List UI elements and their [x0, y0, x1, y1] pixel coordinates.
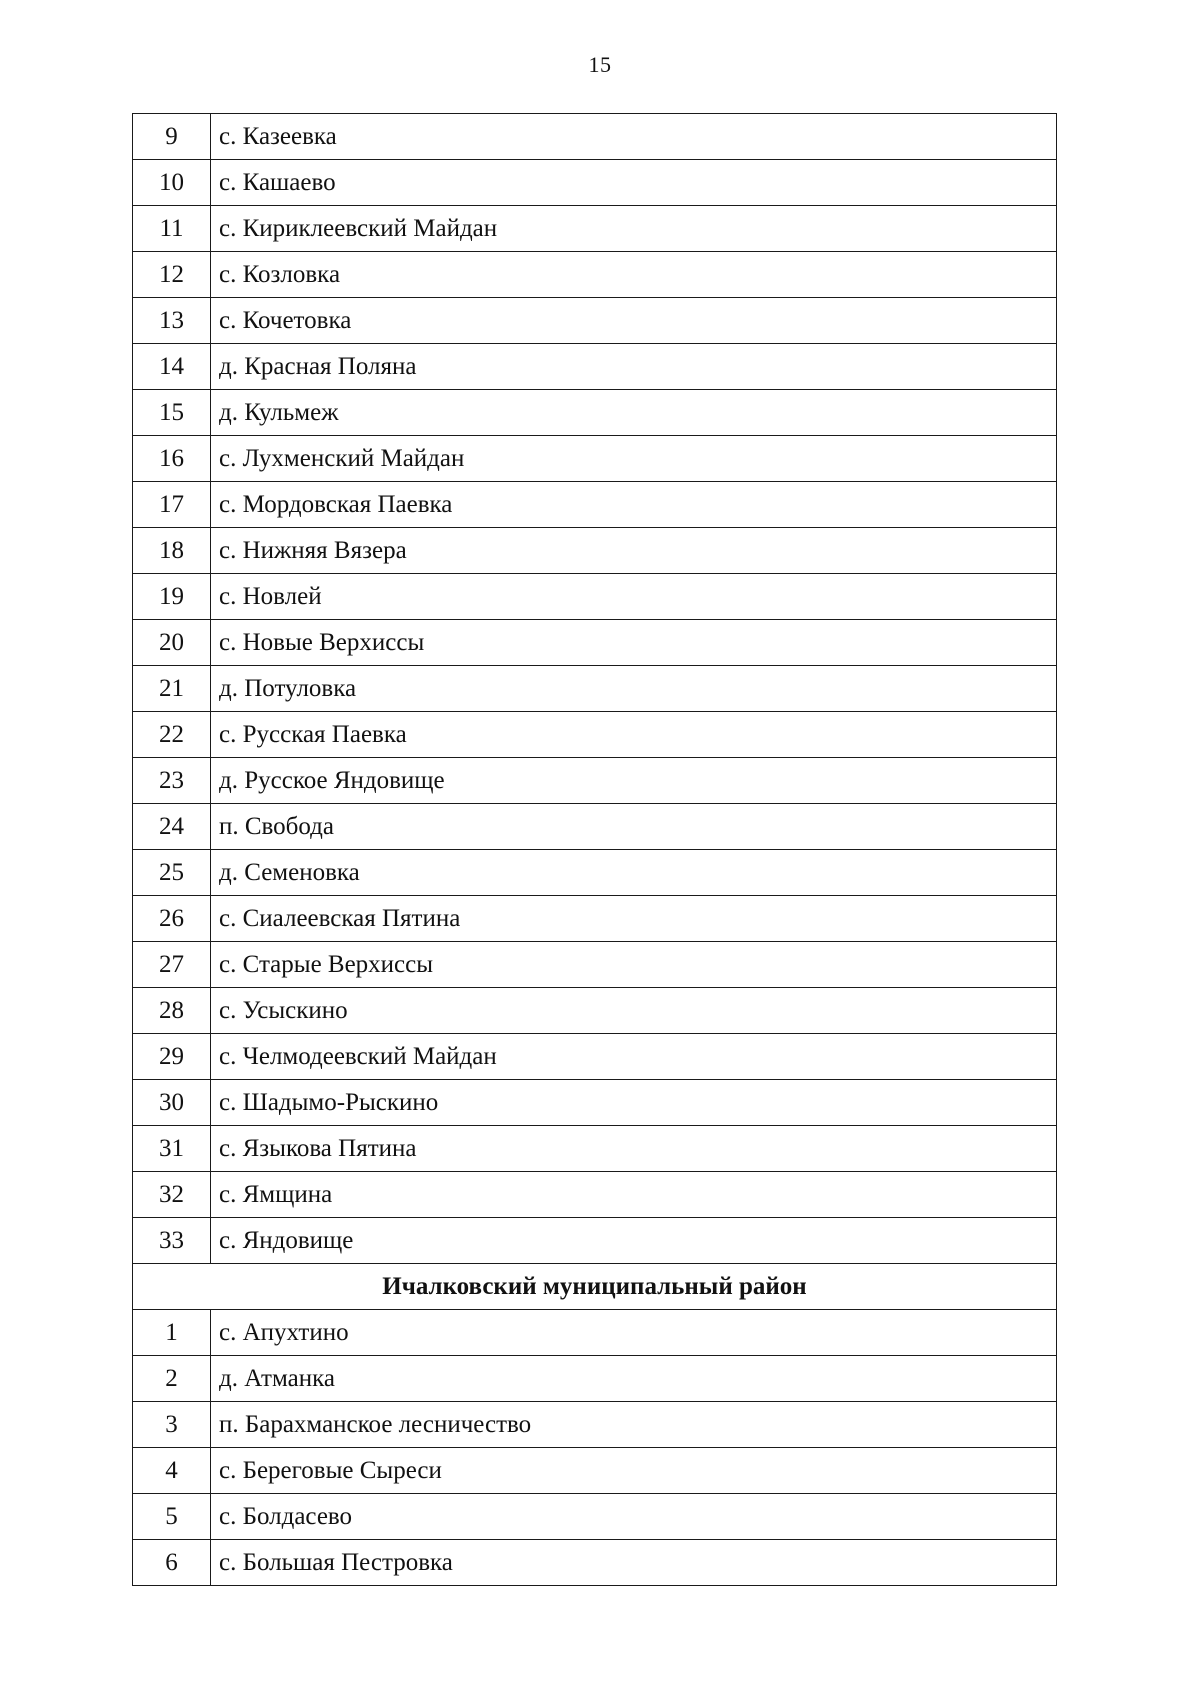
row-number: 12: [133, 252, 211, 298]
settlement-name: д. Красная Поляна: [211, 344, 1057, 390]
settlement-name: д. Семеновка: [211, 850, 1057, 896]
row-number: 19: [133, 574, 211, 620]
row-number: 29: [133, 1034, 211, 1080]
row-number: 20: [133, 620, 211, 666]
table-row: [133, 1172, 1057, 1218]
settlement-name: с. Казеевка: [211, 114, 1057, 160]
table-row: [133, 1034, 1057, 1080]
table-row: [133, 252, 1057, 298]
settlement-name: с. Яндовище: [211, 1218, 1057, 1264]
row-number: 21: [133, 666, 211, 712]
table-row: [133, 1402, 1057, 1448]
row-number: 24: [133, 804, 211, 850]
settlement-name: с. Челмодеевский Майдан: [211, 1034, 1057, 1080]
row-number: 25: [133, 850, 211, 896]
section-title: Ичалковский муниципальный район: [133, 1264, 1057, 1310]
settlement-name: с. Болдасево: [211, 1494, 1057, 1540]
table-row: [133, 666, 1057, 712]
row-number: 33: [133, 1218, 211, 1264]
table-row: [133, 206, 1057, 252]
settlement-name: с. Апухтино: [211, 1310, 1057, 1356]
table-row: [133, 528, 1057, 574]
table-row: [133, 160, 1057, 206]
row-number: 22: [133, 712, 211, 758]
row-number: 1: [133, 1310, 211, 1356]
settlement-name: д. Русское Яндовище: [211, 758, 1057, 804]
row-number: 13: [133, 298, 211, 344]
settlement-name: с. Русская Паевка: [211, 712, 1057, 758]
row-number: 10: [133, 160, 211, 206]
settlement-name: с. Мордовская Паевка: [211, 482, 1057, 528]
table-row: [133, 988, 1057, 1034]
row-number: 32: [133, 1172, 211, 1218]
settlement-name: п. Барахманское лесничество: [211, 1402, 1057, 1448]
settlement-name: с. Козловка: [211, 252, 1057, 298]
row-number: 23: [133, 758, 211, 804]
section-header-row: [133, 1264, 1057, 1310]
row-number: 18: [133, 528, 211, 574]
table-row: [133, 1448, 1057, 1494]
table-row: [133, 804, 1057, 850]
settlement-name: с. Новлей: [211, 574, 1057, 620]
row-number: 9: [133, 114, 211, 160]
table-row: [133, 1310, 1057, 1356]
table-row: [133, 1356, 1057, 1402]
settlement-name: с. Языкова Пятина: [211, 1126, 1057, 1172]
table-row: [133, 1494, 1057, 1540]
settlement-name: с. Нижняя Вязера: [211, 528, 1057, 574]
table-row: [133, 712, 1057, 758]
table-row: [133, 436, 1057, 482]
settlement-name: с. Большая Пестровка: [211, 1540, 1057, 1586]
settlement-name: с. Сиалеевская Пятина: [211, 896, 1057, 942]
table-row: [133, 482, 1057, 528]
table-row: [133, 896, 1057, 942]
row-number: 14: [133, 344, 211, 390]
row-number: 5: [133, 1494, 211, 1540]
row-number: 4: [133, 1448, 211, 1494]
row-number: 26: [133, 896, 211, 942]
table-row: [133, 850, 1057, 896]
table-row: [133, 114, 1057, 160]
settlement-name: д. Атманка: [211, 1356, 1057, 1402]
row-number: 6: [133, 1540, 211, 1586]
settlement-name: с. Кочетовка: [211, 298, 1057, 344]
settlement-name: с. Шадымо-Рыскино: [211, 1080, 1057, 1126]
settlement-name: д. Потуловка: [211, 666, 1057, 712]
table-row: [133, 574, 1057, 620]
table-row: [133, 758, 1057, 804]
page-number: 15: [588, 52, 612, 77]
row-number: 15: [133, 390, 211, 436]
row-number: 2: [133, 1356, 211, 1402]
settlement-name: с. Новые Верхиссы: [211, 620, 1057, 666]
settlement-name: с. Старые Верхиссы: [211, 942, 1057, 988]
table-row: [133, 344, 1057, 390]
settlement-name: с. Лухменский Майдан: [211, 436, 1057, 482]
table-row: [133, 1540, 1057, 1586]
settlement-name: п. Свобода: [211, 804, 1057, 850]
table-row: [133, 1218, 1057, 1264]
row-number: 30: [133, 1080, 211, 1126]
table-row: [133, 1080, 1057, 1126]
row-number: 27: [133, 942, 211, 988]
table-row: [133, 620, 1057, 666]
table-row: [133, 1126, 1057, 1172]
row-number: 17: [133, 482, 211, 528]
settlements-table: [132, 113, 1057, 1586]
row-number: 3: [133, 1402, 211, 1448]
row-number: 11: [133, 206, 211, 252]
row-number: 16: [133, 436, 211, 482]
table-body: [133, 114, 1057, 1586]
settlement-name: с. Усыскино: [211, 988, 1057, 1034]
table-row: [133, 298, 1057, 344]
settlement-name: с. Ямщина: [211, 1172, 1057, 1218]
table-row: [133, 390, 1057, 436]
settlement-name: с. Береговые Сыреси: [211, 1448, 1057, 1494]
row-number: 31: [133, 1126, 211, 1172]
settlement-name: д. Кульмеж: [211, 390, 1057, 436]
settlement-name: с. Кашаево: [211, 160, 1057, 206]
table-row: [133, 942, 1057, 988]
row-number: 28: [133, 988, 211, 1034]
settlement-name: с. Кириклеевский Майдан: [211, 206, 1057, 252]
